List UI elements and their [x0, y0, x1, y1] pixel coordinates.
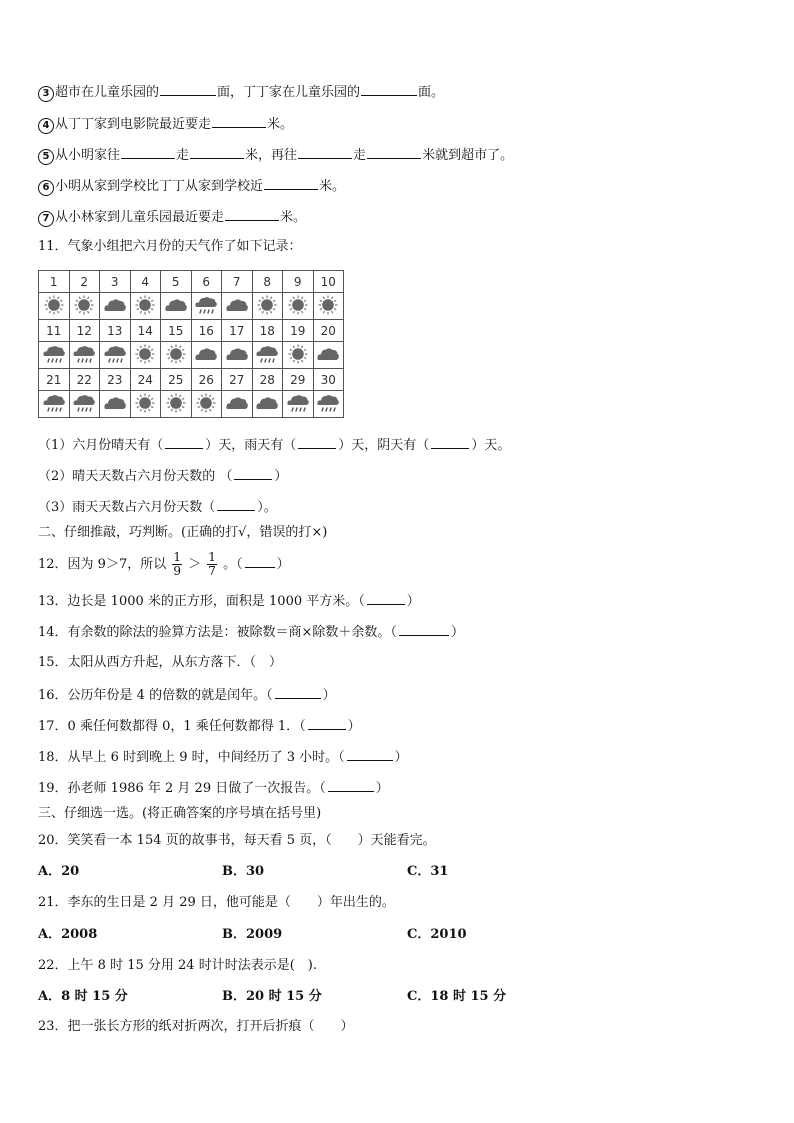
answer-blank[interactable]: [121, 145, 175, 159]
weather-cell: [100, 293, 131, 320]
day-number: 8: [252, 271, 283, 293]
weather-cell: [313, 293, 344, 320]
cloudy-icon: [103, 294, 127, 316]
day-number: 9: [283, 271, 314, 293]
day-number: 10: [313, 271, 344, 293]
q17: 17．0 乘任何数都得 0，1 乘任何数都得 1．（ ）: [38, 719, 361, 734]
item-number: 4: [38, 118, 54, 134]
item-6: 6 小明从家到学校比丁丁从家到学校近 米。: [38, 176, 345, 196]
day-number: 7: [222, 271, 253, 293]
cloudy-icon: [103, 392, 127, 414]
cloudy-icon: [164, 294, 188, 316]
q11-sub1: （1）六月份晴天有（ ）天，雨天有（ ）天，阴天有（ ）天。: [38, 438, 511, 453]
answer-blank[interactable]: [190, 145, 244, 159]
option-b[interactable]: B．30: [222, 864, 265, 879]
section-3-heading: 三、仔细选一选。(将正确答案的序号填在括号里): [38, 806, 322, 821]
option-a[interactable]: A．2008: [38, 927, 98, 942]
q13: 13．边长是 1000 米的正方形，面积是 1000 平方米。（ ）: [38, 594, 420, 609]
q11-sub2: （2）晴天天数占六月份天数的 （ ）: [38, 469, 288, 484]
weather-cell: [222, 391, 253, 418]
item-3: 3 超市在儿童乐园的 面，丁丁家在儿童乐园的 面。: [38, 82, 444, 102]
weather-cell: [252, 342, 283, 369]
weather-cell: [313, 342, 344, 369]
answer-blank[interactable]: [275, 686, 321, 699]
day-number: 21: [39, 369, 70, 391]
day-number: 29: [283, 369, 314, 391]
q19: 19．孙老师 1986 年 2 月 29 日做了一次报告。（ ）: [38, 781, 389, 796]
q12: 12．因为 9＞7，所以 $\frac{1}{9}$ ＞ $\frac{1}{7}$ 。（ ）: [38, 550, 290, 578]
day-number: 13: [100, 320, 131, 342]
day-number: 1: [39, 271, 70, 293]
answer-blank[interactable]: [245, 555, 275, 568]
weather-cell: [100, 391, 131, 418]
weather-cell: [39, 391, 70, 418]
sunny-icon: [194, 392, 218, 414]
weather-cell: [161, 391, 192, 418]
day-number: 24: [130, 369, 161, 391]
q16: 16．公历年份是 4 的倍数的就是闰年。（ ）: [38, 688, 336, 703]
rain-icon: [194, 294, 218, 316]
day-number: 5: [161, 271, 192, 293]
weather-cell: [161, 293, 192, 320]
day-number: 18: [252, 320, 283, 342]
answer-blank[interactable]: [367, 592, 405, 605]
day-number: 17: [222, 320, 253, 342]
weather-day-row: [39, 369, 344, 391]
weather-cell: [39, 293, 70, 320]
sunny-icon: [286, 294, 310, 316]
weather-cell: [222, 293, 253, 320]
answer-blank[interactable]: [212, 114, 266, 128]
cloudy-icon: [225, 392, 249, 414]
answer-blank[interactable]: [399, 623, 449, 636]
day-number: 16: [191, 320, 222, 342]
section-2-heading: 二、仔细推敲，巧判断。(正确的打√，错误的打×): [38, 525, 328, 540]
answer-blank[interactable]: [347, 748, 393, 761]
day-number: 20: [313, 320, 344, 342]
item-4: 4 从丁丁家到电影院最近要走 米。: [38, 114, 293, 134]
weather-cell: [222, 342, 253, 369]
day-number: 30: [313, 369, 344, 391]
option-a[interactable]: A．20: [38, 864, 80, 879]
sunny-icon: [133, 294, 157, 316]
day-number: 14: [130, 320, 161, 342]
answer-blank[interactable]: [367, 145, 421, 159]
cloudy-icon: [225, 294, 249, 316]
weather-icon-row: [39, 342, 344, 369]
weather-cell: [100, 342, 131, 369]
rain-icon: [316, 392, 340, 414]
q22: 22．上午 8 时 15 分用 24 时计时法表示是( ).: [38, 958, 317, 973]
weather-day-row: [39, 271, 344, 293]
rain-icon: [255, 343, 279, 365]
day-number: 15: [161, 320, 192, 342]
weather-cell: [313, 391, 344, 418]
day-number: 3: [100, 271, 131, 293]
q14: 14．有余数的除法的验算方法是：被除数＝商×除数＋余数。（ ）: [38, 625, 464, 640]
weather-icon-row: [39, 391, 344, 418]
sunny-icon: [42, 294, 66, 316]
q11-title: 11．气象小组把六月份的天气作了如下记录：: [38, 239, 302, 254]
rain-icon: [42, 392, 66, 414]
day-number: 25: [161, 369, 192, 391]
sunny-icon: [72, 294, 96, 316]
fraction: $\frac{1}{9}$: [173, 550, 181, 578]
answer-blank[interactable]: [165, 436, 203, 449]
option-c[interactable]: C．31: [407, 864, 449, 879]
option-b[interactable]: B．20 时 15 分: [222, 989, 322, 1004]
cloudy-icon: [255, 392, 279, 414]
weather-cell: [283, 293, 314, 320]
weather-cell: [130, 342, 161, 369]
day-number: 23: [100, 369, 131, 391]
item-5: 5 从小明家往 走 米，再往 走 米就到超市了。: [38, 145, 513, 165]
answer-blank[interactable]: [431, 436, 469, 449]
cloudy-icon: [316, 343, 340, 365]
weather-cell: [161, 342, 192, 369]
day-number: 22: [69, 369, 100, 391]
rain-icon: [103, 343, 127, 365]
day-number: 2: [69, 271, 100, 293]
sunny-icon: [164, 392, 188, 414]
q15: 15．太阳从西方升起，从东方落下．（ ）: [38, 655, 283, 670]
day-number: 19: [283, 320, 314, 342]
answer-blank[interactable]: [217, 498, 255, 511]
rain-icon: [286, 392, 310, 414]
fraction: $\frac{1}{7}$: [208, 550, 216, 578]
day-number: 27: [222, 369, 253, 391]
weather-cell: [130, 391, 161, 418]
item-number: 3: [38, 86, 54, 102]
answer-blank[interactable]: [328, 779, 374, 792]
weather-cell: [69, 342, 100, 369]
answer-blank[interactable]: [160, 82, 216, 96]
item-number: 5: [38, 149, 54, 165]
weather-cell: [252, 391, 283, 418]
weather-cell: [283, 342, 314, 369]
day-number: 26: [191, 369, 222, 391]
weather-cell: [39, 342, 70, 369]
q20: 20．笑笑看一本 154 页的故事书，每天看 5 页，（ ）天能看完。: [38, 833, 436, 848]
weather-cell: [191, 293, 222, 320]
day-number: 6: [191, 271, 222, 293]
day-number: 28: [252, 369, 283, 391]
q18: 18．从早上 6 时到晚上 9 时，中间经历了 3 小时。（ ）: [38, 750, 408, 765]
sunny-icon: [316, 294, 340, 316]
day-number: 12: [69, 320, 100, 342]
option-c[interactable]: C．18 时 15 分: [407, 989, 507, 1004]
q23: 23．把一张长方形的纸对折两次，打开后折痕（ ）: [38, 1019, 354, 1034]
sunny-icon: [133, 343, 157, 365]
answer-blank[interactable]: [225, 207, 279, 221]
sunny-icon: [133, 392, 157, 414]
option-a[interactable]: A．8 时 15 分: [38, 989, 128, 1004]
sunny-icon: [286, 343, 310, 365]
cloudy-icon: [225, 343, 249, 365]
item-number: 6: [38, 180, 54, 196]
q11-sub3: （3）雨天天数占六月份天数（ ）。: [38, 500, 277, 515]
weather-cell: [69, 391, 100, 418]
weather-cell: [252, 293, 283, 320]
rain-icon: [72, 343, 96, 365]
cloudy-icon: [194, 343, 218, 365]
weather-cell: [283, 391, 314, 418]
item-7: 7 从小林家到儿童乐园最近要走 米。: [38, 207, 306, 227]
weather-icon-row: [39, 293, 344, 320]
answer-blank[interactable]: [298, 145, 352, 159]
weather-cell: [69, 293, 100, 320]
answer-blank[interactable]: [361, 82, 417, 96]
sunny-icon: [164, 343, 188, 365]
answer-blank[interactable]: [234, 467, 272, 480]
option-b[interactable]: B．2009: [222, 927, 283, 942]
weather-table: [38, 270, 344, 418]
option-c[interactable]: C．2010: [407, 927, 467, 942]
rain-icon: [72, 392, 96, 414]
rain-icon: [42, 343, 66, 365]
weather-cell: [130, 293, 161, 320]
day-number: 4: [130, 271, 161, 293]
sunny-icon: [255, 294, 279, 316]
answer-blank[interactable]: [298, 436, 336, 449]
day-number: 11: [39, 320, 70, 342]
answer-blank[interactable]: [264, 176, 318, 190]
answer-blank[interactable]: [308, 717, 346, 730]
q21: 21．李东的生日是 2 月 29 日，他可能是（ ）年出生的。: [38, 895, 395, 910]
item-number: 7: [38, 211, 54, 227]
weather-cell: [191, 342, 222, 369]
weather-day-row: [39, 320, 344, 342]
weather-cell: [191, 391, 222, 418]
